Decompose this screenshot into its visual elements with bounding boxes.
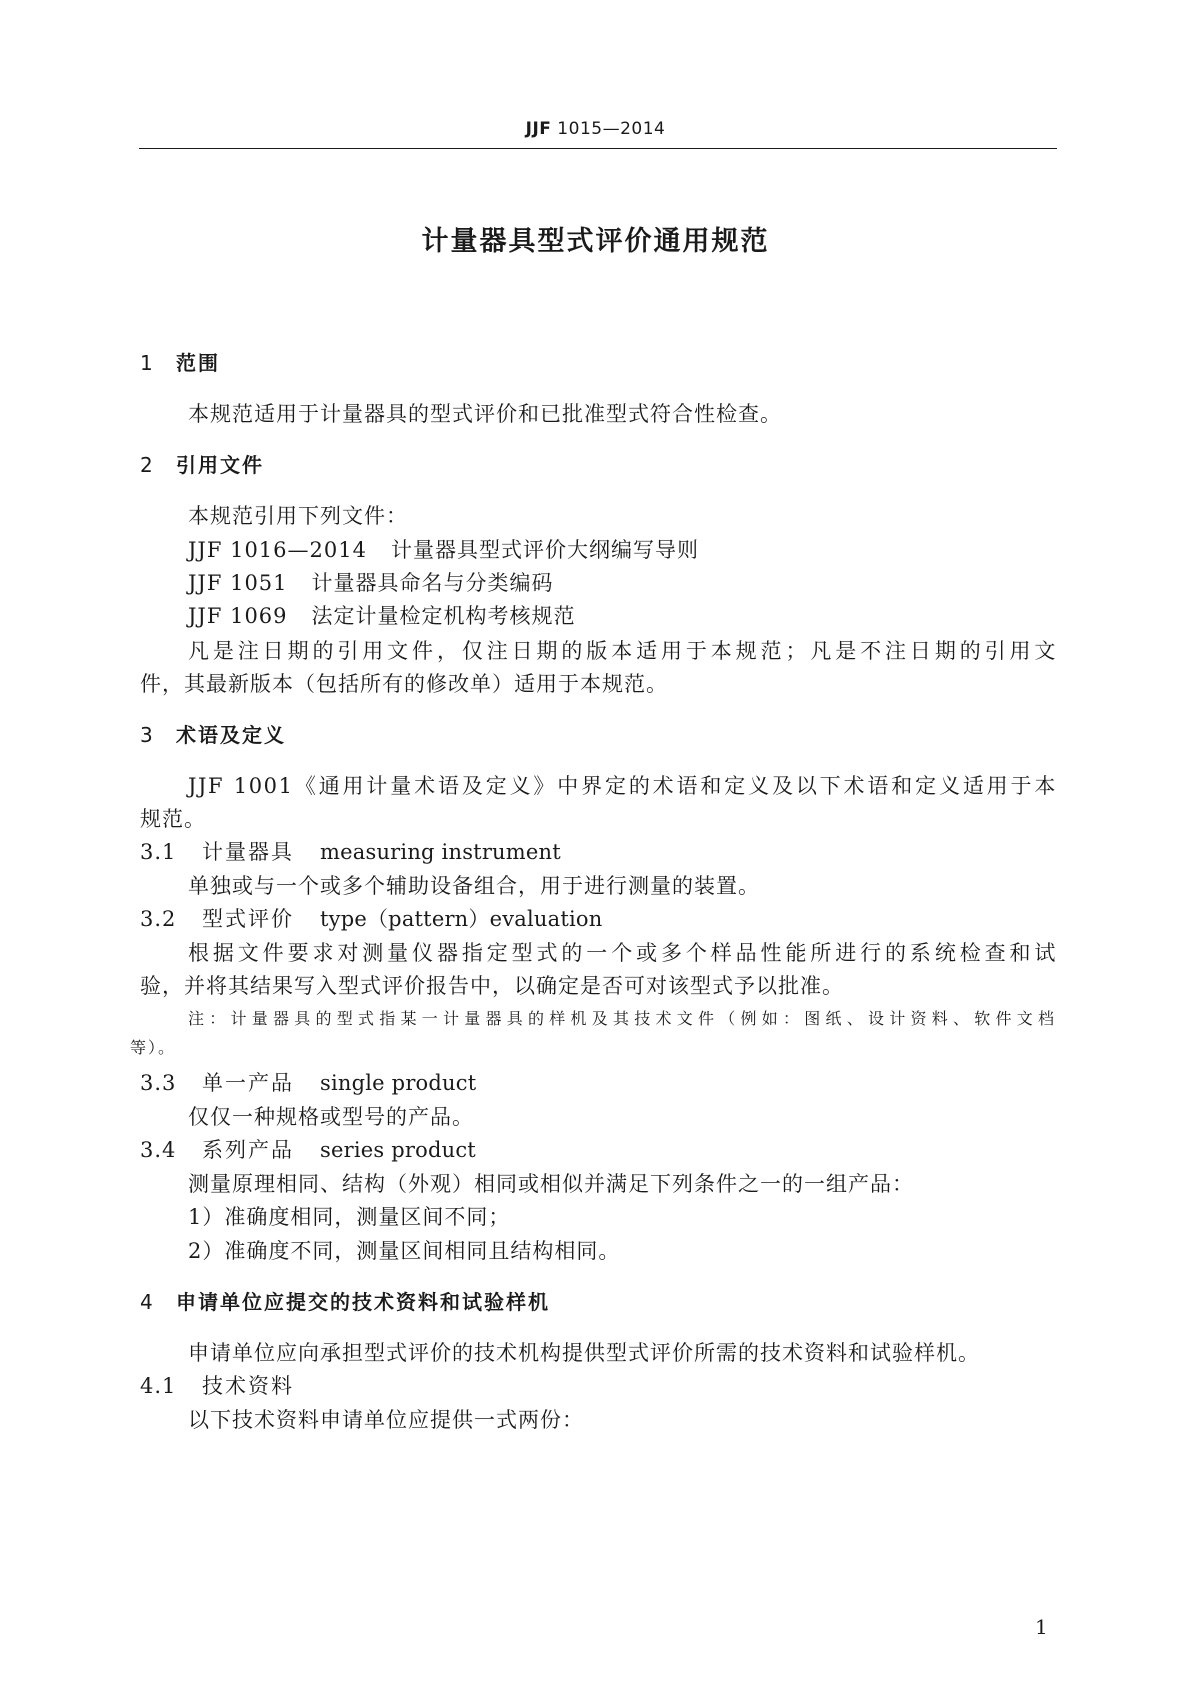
term-chinese: 单一产品 bbox=[202, 1071, 294, 1095]
reference-code: JJF 1051 bbox=[188, 571, 288, 595]
reference-name: 计量器具命名与分类编码 bbox=[311, 571, 554, 595]
term-3-2-definition-line-1: 根据文件要求对测量仪器指定型式的一个或多个样品性能所进行的系统检查和试 bbox=[188, 941, 1057, 965]
subsection-4-1-heading bbox=[140, 1370, 294, 1400]
term-3-2-note-line-2: 等）。 bbox=[130, 1038, 177, 1057]
term-3-1-definition: 单独或与一个或多个辅助设备组合，用于进行测量的装置。 bbox=[188, 874, 760, 898]
list-item: 1）准确度相同，测量区间不同； bbox=[188, 1205, 511, 1229]
section-1-heading bbox=[140, 347, 220, 376]
section-title: 申请单位应提交的技术资料和试验样机 bbox=[176, 1290, 550, 1314]
section-number: 4 bbox=[140, 1290, 155, 1314]
section-number: 2 bbox=[140, 453, 155, 477]
subsection-4-1-paragraph: 以下技术资料申请单位应提供一式两份： bbox=[188, 1408, 584, 1432]
term-number: 3.4 bbox=[140, 1138, 177, 1162]
term-3-2-heading bbox=[140, 903, 603, 933]
section-3-paragraph-line-2: 规范。 bbox=[140, 807, 206, 831]
section-title: 术语及定义 bbox=[176, 723, 286, 747]
reference-item bbox=[188, 567, 554, 597]
reference-name: 法定计量检定机构考核规范 bbox=[311, 604, 576, 628]
section-4-heading bbox=[140, 1286, 550, 1315]
section-2-intro: 本规范引用下列文件： bbox=[188, 504, 408, 528]
term-english: series product bbox=[320, 1138, 476, 1162]
section-2-paragraph-line-2: 件，其最新版本（包括所有的修改单）适用于本规范。 bbox=[140, 672, 668, 696]
section-3-paragraph-line-1: JJF 1001《通用计量术语及定义》中界定的术语和定义及以下术语和定义适用于本 bbox=[188, 774, 1057, 798]
term-number: 3.2 bbox=[140, 907, 177, 931]
term-english: single product bbox=[320, 1071, 477, 1095]
term-3-2-note-line-1: 注：计量器具的型式指某一计量器具的样机及其技术文件（例如：图纸、设计资料、软件文档 bbox=[188, 1009, 1057, 1028]
reference-item bbox=[188, 534, 699, 564]
document-title: 计量器具型式评价通用规范 bbox=[421, 226, 770, 257]
term-number: 3.1 bbox=[140, 840, 177, 864]
term-number: 3.3 bbox=[140, 1071, 177, 1095]
subsection-number: 4.1 bbox=[140, 1374, 177, 1398]
term-3-2-definition-line-2: 验，并将其结果写入型式评价报告中，以确定是否可对该型式予以批准。 bbox=[140, 974, 844, 998]
term-3-4-definition: 测量原理相同、结构（外观）相同或相似并满足下列条件之一的一组产品： bbox=[188, 1172, 914, 1196]
term-chinese: 型式评价 bbox=[202, 907, 294, 931]
reference-item bbox=[188, 600, 576, 630]
term-3-4-heading bbox=[140, 1134, 476, 1164]
section-title: 范围 bbox=[176, 351, 220, 375]
page-number: 1 bbox=[1035, 1615, 1048, 1639]
document-code-header bbox=[0, 119, 1191, 139]
document-code-number: 1015—2014 bbox=[551, 119, 666, 139]
term-3-1-heading bbox=[140, 836, 561, 866]
section-3-heading bbox=[140, 719, 286, 748]
reference-code: JJF 1016—2014 bbox=[188, 538, 367, 562]
reference-name: 计量器具型式评价大纲编写导则 bbox=[390, 538, 699, 562]
document-code-prefix: JJF bbox=[525, 119, 552, 139]
header-divider bbox=[139, 148, 1057, 149]
section-2-heading bbox=[140, 449, 264, 478]
term-chinese: 系列产品 bbox=[202, 1138, 294, 1162]
term-chinese: 计量器具 bbox=[202, 840, 294, 864]
section-1-paragraph: 本规范适用于计量器具的型式评价和已批准型式符合性检查。 bbox=[188, 402, 782, 426]
term-english: measuring instrument bbox=[320, 840, 561, 864]
reference-code: JJF 1069 bbox=[188, 604, 288, 628]
section-number: 3 bbox=[140, 723, 155, 747]
list-item: 2）准确度不同，测量区间相同且结构相同。 bbox=[188, 1239, 621, 1263]
section-2-paragraph-line-1: 凡是注日期的引用文件，仅注日期的版本适用于本规范；凡是不注日期的引用文 bbox=[188, 639, 1057, 663]
term-3-3-definition: 仅仅一种规格或型号的产品。 bbox=[188, 1105, 474, 1129]
term-english: type（pattern）evaluation bbox=[320, 907, 603, 931]
term-3-3-heading bbox=[140, 1067, 476, 1097]
section-number: 1 bbox=[140, 351, 155, 375]
section-4-paragraph: 申请单位应向承担型式评价的技术机构提供型式评价所需的技术资料和试验样机。 bbox=[188, 1341, 980, 1365]
subsection-title: 技术资料 bbox=[202, 1374, 294, 1398]
section-title: 引用文件 bbox=[176, 453, 264, 477]
